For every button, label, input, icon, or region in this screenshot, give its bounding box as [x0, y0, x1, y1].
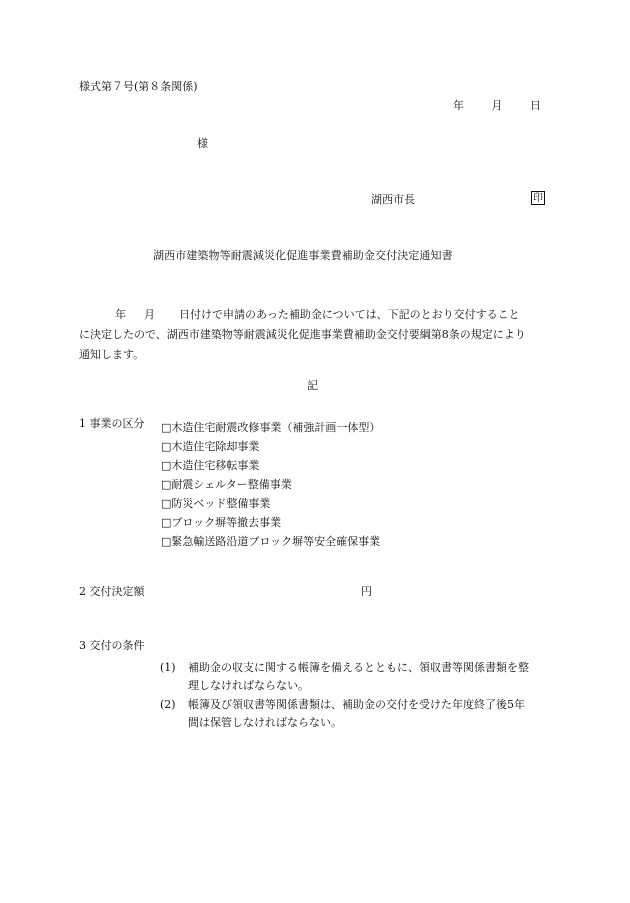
condition-text	[188, 659, 552, 695]
date-month: 月	[491, 99, 503, 112]
body-year: 年	[115, 308, 126, 321]
section-2-label: 2 交付決定額	[79, 585, 145, 598]
project-type-item: □緊急輸送路沿道ブロック塀等安全確保事業	[161, 535, 381, 548]
body-line-1	[79, 305, 549, 325]
project-type-item: □ブロック塀等撤去事業	[161, 516, 282, 529]
date-year: 年	[453, 99, 464, 112]
condition-line: 帳簿及び領収書等関係書類は、補助金の交付を受けた年度終了後5年	[188, 698, 525, 711]
project-type-list	[161, 418, 380, 551]
condition-item	[160, 696, 560, 736]
body-line-2: に決定したので、湖西市建築物等耐震減災化促進事業費補助金交付要綱第8条の規定により	[79, 328, 526, 341]
project-type-item: □木造住宅耐震改修事業（補強計画一体型）	[161, 421, 381, 434]
seal-stamp: 印	[533, 192, 543, 204]
issuer-name: 湖西市長	[371, 193, 415, 206]
date-day: 日	[530, 99, 541, 112]
condition-line: 間は保管しなければならない。	[188, 716, 342, 729]
recipient-honorific: 様	[197, 137, 208, 150]
condition-number: (2)	[160, 698, 176, 711]
body-paragraph	[79, 305, 549, 365]
form-number: 様式第７号(第８条関係)	[79, 80, 198, 93]
project-type-item: □木造住宅移転事業	[161, 459, 260, 472]
section-3-label: 3 交付の条件	[79, 639, 145, 652]
project-type-item: □木造住宅除却事業	[161, 440, 260, 453]
condition-line: 補助金の収支に関する帳簿を備えるとともに、領収書等関係書類を整	[188, 661, 529, 674]
date-line	[453, 100, 541, 111]
condition-number: (1)	[160, 661, 176, 674]
condition-line: 理しなければならない。	[188, 679, 309, 692]
document-title: 湖西市建築物等耐震減災化促進事業費補助金交付決定通知書	[153, 249, 453, 262]
section-1-label: 1 事業の区分	[79, 417, 145, 430]
ki-heading: 記	[307, 379, 318, 392]
condition-item	[160, 659, 560, 699]
project-type-item: □耐震シェルター整備事業	[161, 478, 292, 491]
body-month: 月	[144, 308, 155, 321]
body-line-3: 通知します。	[79, 348, 145, 361]
amount-unit: 円	[361, 585, 372, 598]
project-type-item: □防災ベッド整備事業	[161, 497, 271, 510]
condition-text	[188, 696, 552, 732]
body-line1-rest: 日付けで申請のあった補助金については、下記のとおり交付すること	[179, 308, 520, 321]
